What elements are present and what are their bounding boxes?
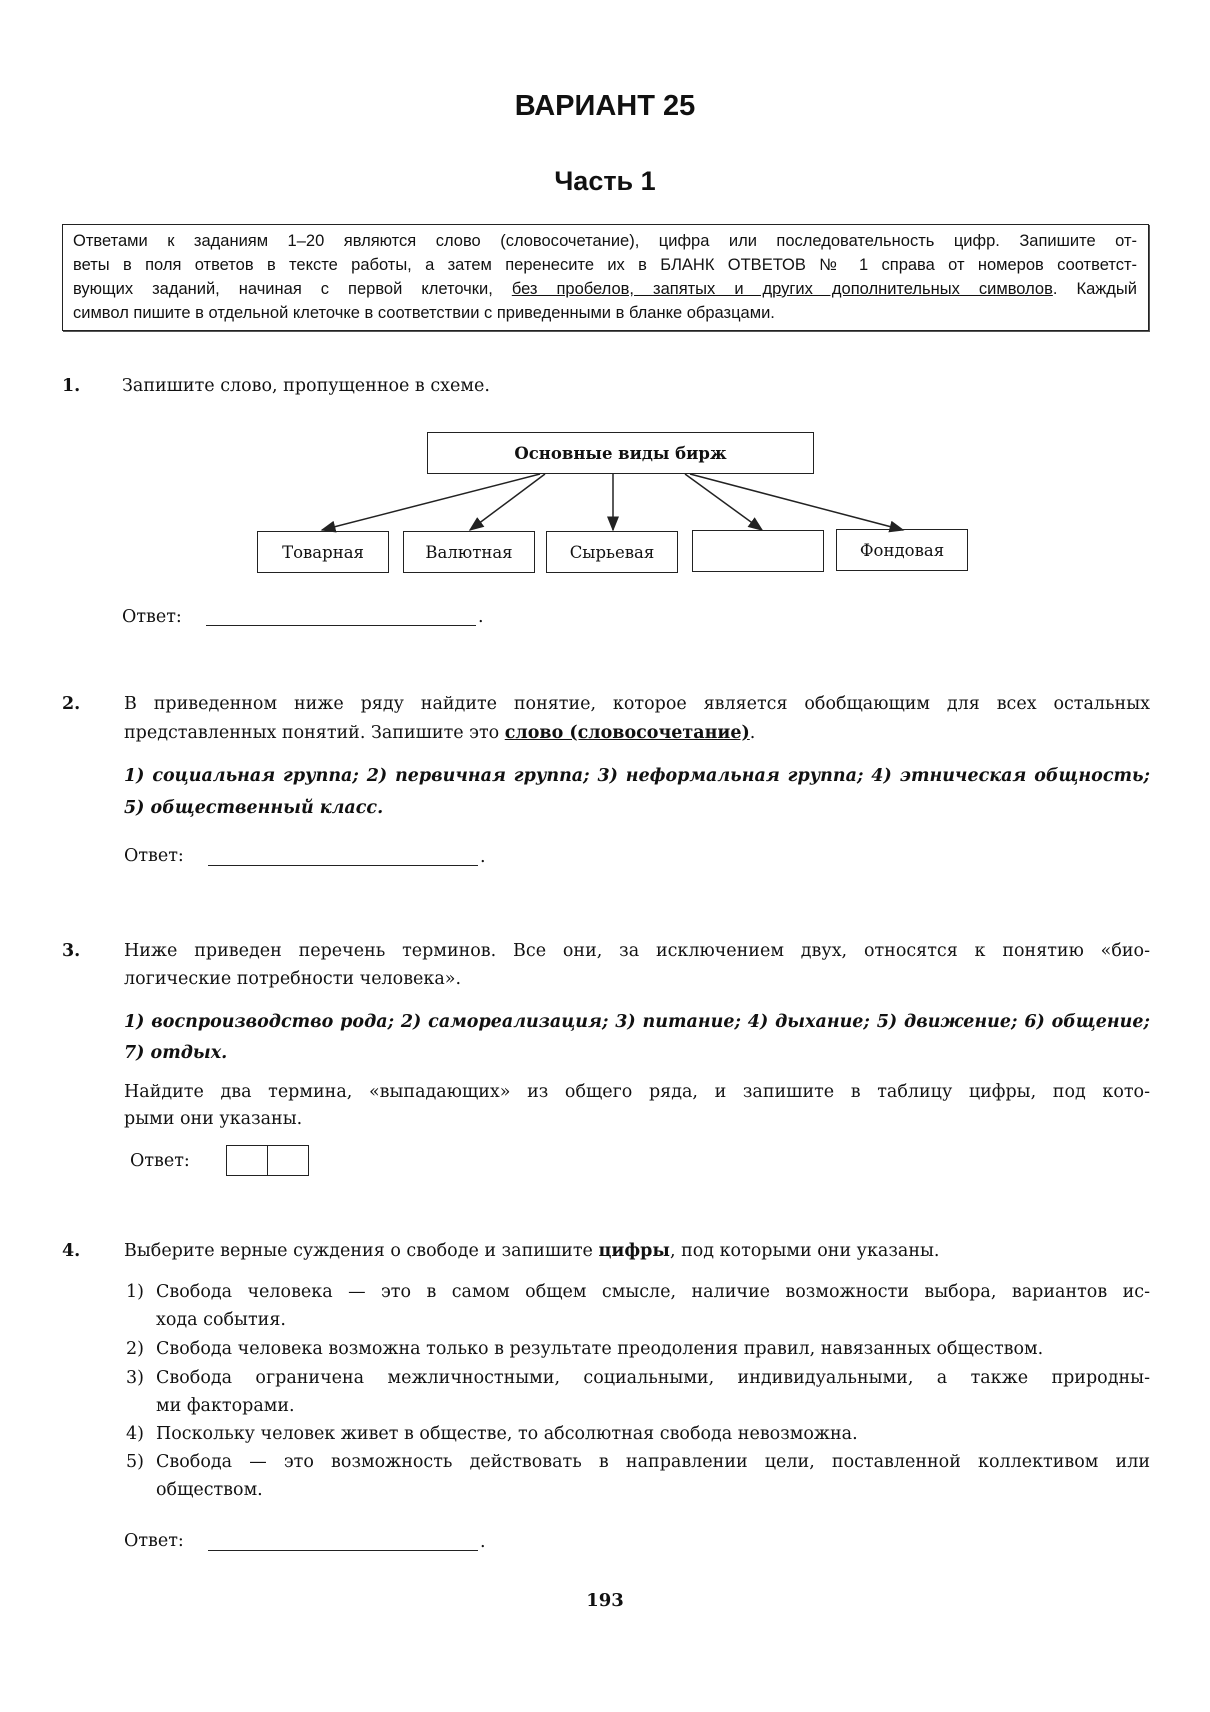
bold-text: слово (словосочетание) [504,723,750,743]
list-item-text: Поскольку человек живет в обществе, то абсолютная свобода невозможна. [156,1424,858,1444]
list-item-number: 2) [126,1339,144,1359]
list-item-text: хода события. [156,1310,286,1330]
list-item-text: обществом. [156,1480,263,1500]
answer-field-2[interactable] [208,864,478,866]
question-number: 2. [62,694,81,714]
list-item-text: Свобода ограничена межличностными, социальными, индивидуальными, а также природны- [156,1368,1150,1388]
underlined-text: без пробелов, запятых и других дополнительных символов [511,280,1053,298]
list-item-number: 4) [126,1424,144,1444]
answer-dot: . [480,1532,486,1552]
question-text: Ниже приведен перечень терминов. Все они, за исключением двух, относятся к понятию «био- [124,941,1150,961]
answer-label: Ответ: [124,1531,184,1551]
task-text: рыми они указаны. [124,1109,303,1129]
instructions-line: Ответами к заданиям 1–20 являются слово (словосочетание), цифра или последовательность цифр. Запишите от- [73,232,1137,250]
answer-dot: . [478,607,484,627]
instructions-line: символ пишите в отдельной клеточке в соответствии с приведенными в бланке образцами. [73,304,775,322]
options-text: 7) отдых. [124,1043,228,1063]
answer-field-4[interactable] [208,1549,478,1551]
options-text: 5) общественный класс. [124,798,384,818]
answer-field-1[interactable] [206,624,476,626]
bold-text: цифры [598,1241,670,1261]
part-title: Часть 1 [554,166,656,196]
diagram-missing-child[interactable] [692,530,824,572]
answer-cell-1[interactable] [226,1145,268,1176]
arrow [690,474,903,530]
answer-cell-2[interactable] [267,1145,309,1176]
text: Выберите верные суждения о свободе и запишите [124,1241,599,1261]
text: вующих заданий, начиная с первой клеточки, [73,280,512,298]
list-item-text: Свобода человека возможна только в результате преодоления правил, навязанных обществом. [156,1339,1044,1359]
diagram-child: Сырьевая [546,531,678,573]
diagram-child: Товарная [257,531,389,573]
list-item-number: 3) [126,1368,144,1388]
diagram-arrows [0,0,1210,600]
answer-dot: . [480,847,486,867]
list-item-text: Свобода — это возможность действовать в направлении цели, поставленной коллективом или [156,1452,1150,1472]
page-number: 193 [586,1590,624,1611]
list-item-text: Свобода человека — это в самом общем смысле, наличие возможности выбора, вариантов ис- [156,1282,1150,1302]
list-item-number: 5) [126,1452,144,1472]
diagram-root: Основные виды бирж [427,432,814,474]
question-number: 1. [62,376,81,396]
question-text: логические потребности человека». [124,969,462,989]
list-item-number: 1) [126,1282,144,1302]
variant-title: ВАРИАНТ 25 [514,90,696,122]
instructions-line: веты в поля ответов в тексте работы, а затем перенесите их в БЛАНК ОТВЕТОВ № 1 справа от номеров соответст- [73,256,1137,274]
question-number: 3. [62,941,81,961]
question-text [124,719,755,747]
answer-label: Ответ: [122,607,182,627]
text: , под которыми они указаны. [669,1241,940,1261]
text: . [749,723,756,743]
diagram-child: Фондовая [836,529,968,571]
text: . Каждый [1052,280,1137,298]
question-number: 4. [62,1241,81,1261]
answer-label: Ответ: [124,846,184,866]
question-text [124,1237,940,1265]
question-text: В приведенном ниже ряду найдите понятие, которое является обобщающим для всех остальных [124,694,1150,714]
list-item-text: ми факторами. [156,1396,295,1416]
options-text: 1) воспроизводство рода; 2) самореализация; 3) питание; 4) дыхание; 5) движение; 6) общение; [124,1012,1150,1032]
options-text: 1) социальная группа; 2) первичная группа; 3) неформальная группа; 4) этническая общность; [124,766,1150,786]
answer-label: Ответ: [130,1151,190,1171]
task-text: Найдите два термина, «выпадающих» из общего ряда, и запишите в таблицу цифры, под кото- [124,1082,1150,1102]
question-text: Запишите слово, пропущенное в схеме. [122,376,490,396]
text: представленных понятий. Запишите это [124,723,505,743]
diagram-child: Валютная [403,531,535,573]
